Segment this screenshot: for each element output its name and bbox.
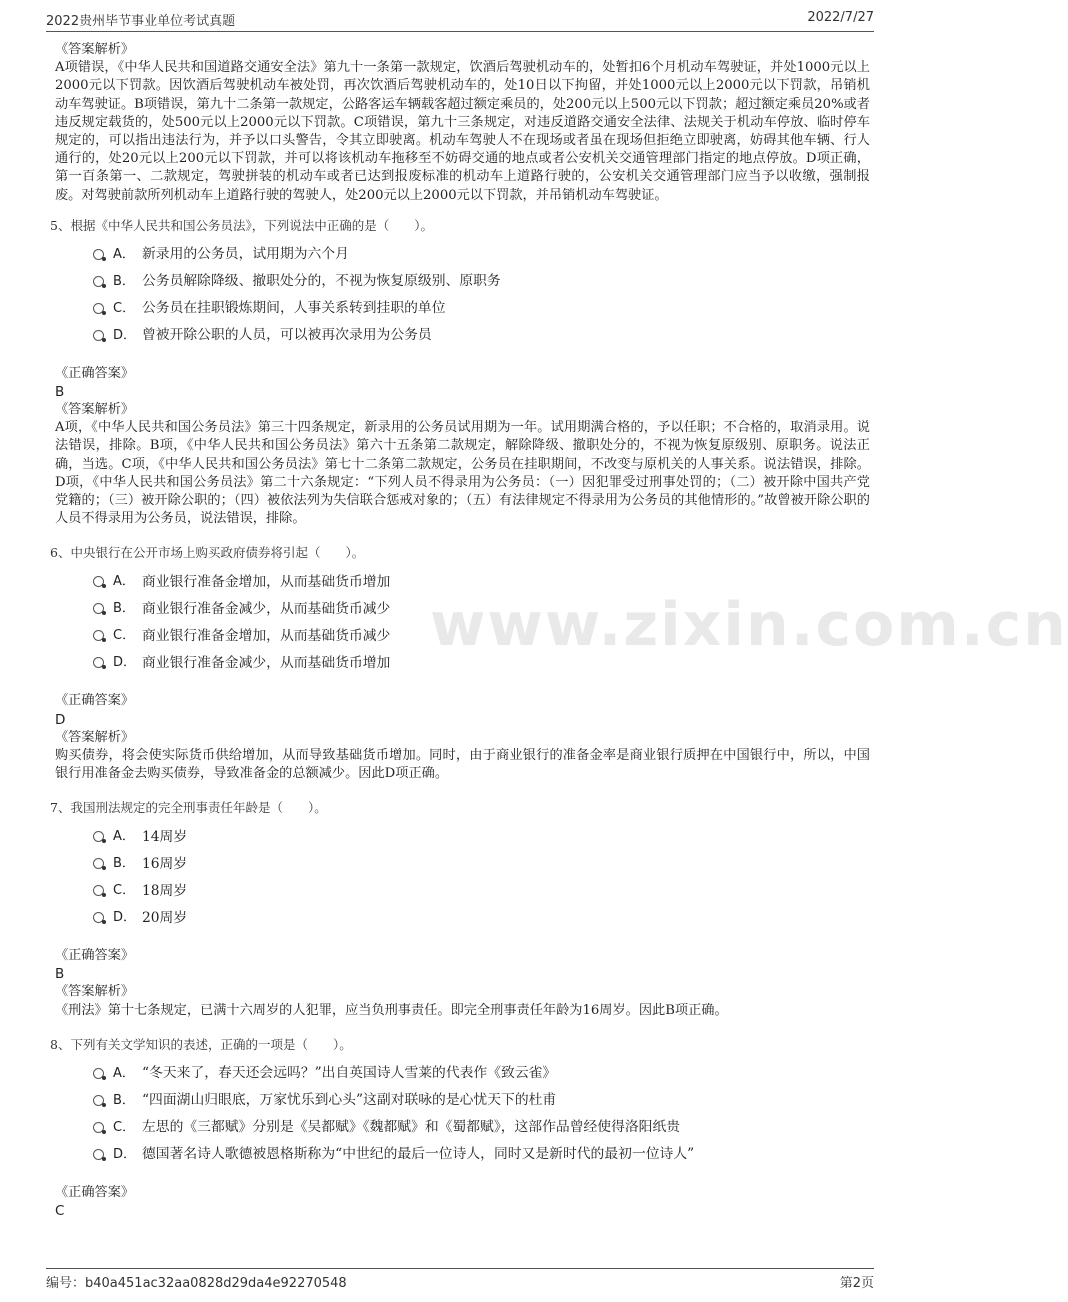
correct-answer: B — [55, 966, 65, 983]
radio-icon[interactable] — [93, 885, 104, 896]
option-b[interactable]: B． 16周岁 — [93, 848, 870, 875]
answer-label: 《正确答案》 — [55, 1184, 135, 1200]
page-number: 第2页 — [839, 1276, 874, 1291]
option-d[interactable]: D． 商业银行准备金减少，从而基础货币增加 — [93, 647, 870, 674]
radio-icon[interactable] — [93, 249, 104, 260]
option-d[interactable]: D． 20周岁 — [93, 902, 870, 929]
q4-analysis: A项错误，《中华人民共和国道路交通安全法》第九十一条第一款规定，饮酒后驾驶机动车的，处暂扣6个月机动车驾驶证，并处1000元以上2000元以下罚款。因饮酒后驾驶机动车被处罚，再次饮酒后驾驶机动车的，处10日以下拘留，并处1000元以上2000元以下罚款，吊销机动车驾驶证。B项错误，第九十二条第一款规定，公路客运车辆载客超过额定乘员的，处200元以上500元以下罚款；超过额定乘员20%或者违反规定载货的，处500元以上2000元以下罚款。C项错误，第九十三条规定，对违反道路交通安全法律、法规关于机动车停放、临时停车规定的，可以指出违法行为，并予以口头警告，令其立即驶离。机动车驾驶人不在现场或者虽在现场但拒绝立即驶离，妨碍其他车辆、行人通行的，处20元以上200元以下罚款，并可以将该机动车拖移至不妨碍交通的地点或者公安机关交通管理部门指定的地点停放。D项正确，第一百条第一、二款规定，驾驶拼装的机动车或者已达到报废标准的机动车上道路行驶的，公安机关交通管理部门应当予以收缴，强制报废。对驾驶前款所列机动车上道路行驶的驾驶人，处200元以上2000元以下罚款，并吊销机动车驾驶证。 — [55, 60, 870, 203]
question-content — [50, 41, 870, 1220]
radio-icon[interactable] — [93, 657, 104, 668]
options-list — [93, 239, 870, 347]
option-c[interactable]: C． 18周岁 — [93, 875, 870, 902]
header-rule — [46, 31, 874, 32]
question-stem: 8、下列有关文学知识的表述，正确的一项是（ ）。 — [50, 1036, 352, 1052]
options-list — [93, 821, 870, 929]
answer-analysis: A项，《中华人民共和国公务员法》第三十四条规定，新录用的公务员试用期为一年。试用期满合格的，予以任职；不合格的，取消录用。说法错误，排除。B项，《中华人民共和国公务员法》第六十五条第二款规定，解除降级、撤职处分的，不视为恢复原级别、原职务。说法正确，当选。C项，《中华人民共和国公务员法》第七十二条第二款规定，公务员在挂职期间，不改变与原机关的人事关系。说法错误，排除。D项，《中华人民共和国公务员法》第二十六条规定：“下列人员不得录用为公务员：（一）因犯罪受过刑事处罚的；（二）被开除中国共产党党籍的；（三）被开除公职的；（四）被依法列为失信联合惩戒对象的；（五）有法律规定不得录用为公务员的其他情形的。”故曾被开除公职的人员不得录用为公务员，说法错误，排除。 — [55, 420, 870, 527]
radio-icon[interactable] — [93, 603, 104, 614]
question-stem: 6、中央银行在公开市场上购买政府债券将引起（ ）。 — [50, 545, 365, 561]
answer-analysis: 购买债券，将会使实际货币供给增加，从而导致基础货币增加。同时，由于商业银行的准备金率是商业银行质押在中国银行中，所以，中国银行用准备金去购买债券，导致准备金的总额减少。因此D项正确。 — [55, 747, 870, 782]
option-c[interactable]: C． 商业银行准备金增加，从而基础货币减少 — [93, 620, 870, 647]
option-b[interactable]: B． 公务员解除降级、撤职处分的，不视为恢复原级别、原职务 — [93, 266, 870, 293]
options-list — [93, 566, 870, 674]
option-a[interactable]: A． 商业银行准备金增加，从而基础货币增加 — [93, 566, 870, 593]
option-a[interactable]: A． 14周岁 — [93, 821, 870, 848]
answer-label: 《正确答案》 — [55, 693, 135, 709]
option-d[interactable]: D． 德国著名诗人歌德被恩格斯称为“中世纪的最后一位诗人，同时又是新时代的最初一位诗人” — [93, 1139, 870, 1166]
answer-label: 《正确答案》 — [55, 365, 135, 381]
analysis-label: 《答案解析》 — [55, 729, 135, 745]
question-stem: 7、我国刑法规定的完全刑事责任年龄是（ ）。 — [50, 800, 327, 816]
radio-icon[interactable] — [93, 1095, 104, 1106]
radio-icon[interactable] — [93, 1122, 104, 1133]
option-b[interactable]: B． 商业银行准备金减少，从而基础货币减少 — [93, 593, 870, 620]
correct-answer: D — [55, 711, 66, 728]
doc-date: 2022/7/27 — [807, 10, 874, 25]
answer-analysis: 《刑法》第十七条规定，已满十六周岁的人犯罪，应当负刑事责任。即完全刑事责任年龄为16周岁。因此B项正确。 — [55, 1002, 728, 1018]
options-list — [93, 1058, 870, 1166]
analysis-label: 《答案解析》 — [55, 984, 135, 1000]
radio-icon[interactable] — [93, 1068, 104, 1079]
radio-icon[interactable] — [93, 330, 104, 341]
spacer — [55, 674, 870, 692]
radio-icon[interactable] — [93, 276, 104, 287]
page-footer — [46, 1272, 874, 1291]
spacer — [55, 929, 870, 947]
option-c[interactable]: C． 左思的《三都赋》分别是《吴都赋》《魏都赋》和《蜀都赋》，这部作品曾经使得洛阳纸贵 — [93, 1112, 870, 1139]
answer-label: 《正确答案》 — [55, 948, 135, 964]
radio-icon[interactable] — [93, 576, 104, 587]
radio-icon[interactable] — [93, 303, 104, 314]
footer-rule — [46, 1268, 874, 1269]
doc-id: 编号：b40a451ac32aa0828d29da4e92270548 — [46, 1276, 347, 1291]
spacer — [55, 347, 870, 365]
watermark: www.zixin.com.cn — [430, 590, 1068, 660]
radio-icon[interactable] — [93, 912, 104, 923]
radio-icon[interactable] — [93, 858, 104, 869]
question-stem: 5、根据《中华人民共和国公务员法》，下列说法中正确的是（ ）。 — [50, 217, 433, 233]
option-d[interactable]: D． 曾被开除公职的人员，可以被再次录用为公务员 — [93, 320, 870, 347]
option-c[interactable]: C． 公务员在挂职锻炼期间，人事关系转到挂职的单位 — [93, 293, 870, 320]
radio-icon[interactable] — [93, 831, 104, 842]
analysis-label: 《答案解析》 — [55, 42, 135, 57]
option-b[interactable]: B． “四面湖山归眼底，万家忧乐到心头”这副对联咏的是心忧天下的杜甫 — [93, 1085, 870, 1112]
option-a[interactable]: A． 新录用的公务员，试用期为六个月 — [93, 239, 870, 266]
correct-answer: B — [55, 384, 65, 401]
correct-answer: C — [55, 1203, 65, 1220]
analysis-label: 《答案解析》 — [55, 402, 135, 418]
spacer — [55, 1166, 870, 1184]
page-header — [46, 6, 874, 28]
radio-icon[interactable] — [93, 1149, 104, 1160]
option-a[interactable]: A． “冬天来了，春天还会远吗？”出自英国诗人雪莱的代表作《致云雀》 — [93, 1058, 870, 1085]
doc-title: 2022贵州毕节事业单位考试真题 — [46, 14, 236, 29]
radio-icon[interactable] — [93, 630, 104, 641]
